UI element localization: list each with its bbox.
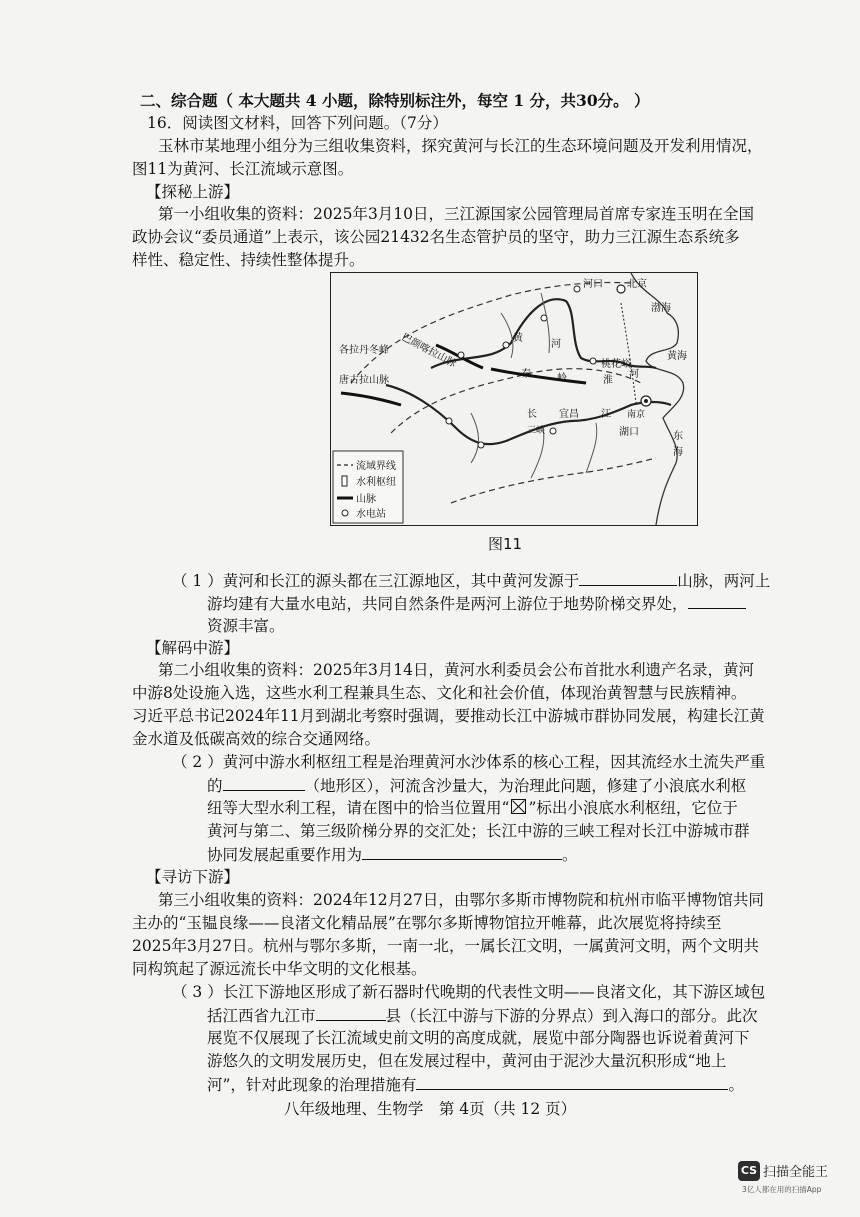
scanner-watermark [738, 1160, 829, 1194]
q2-line3-b: ”标出小浪底水利枢纽，它位于 [528, 799, 738, 817]
q1-line-2 [207, 592, 746, 615]
power-station-icon [342, 510, 348, 516]
map-label-tanggula: 唐古拉山脉 [339, 375, 389, 386]
question-title: 16．阅读图文材料，回答下列问题。（7分） [147, 114, 448, 132]
q1-mid: 山脉，两河上 [677, 572, 771, 590]
q1-line2-text: 游均建有大量水电站，共同自然条件是两河上游位于地势阶梯交界处， [207, 595, 688, 613]
page-footer: 八年级地理、生物学 第 4页（共 12 页） [283, 1100, 577, 1118]
map-label-geladandong: 各拉丹冬峰 [339, 345, 389, 356]
q2-blank-1[interactable] [223, 774, 305, 791]
downstream-material-1: 第三小组收集的资料：2024年12月27日，由鄂尔多斯市博物院和杭州市临平博物馆共同 [158, 891, 764, 909]
dam-mark-icon [511, 799, 526, 814]
map-label-hukou: 湖口 [619, 427, 639, 438]
river-basin-map [330, 272, 698, 526]
map-label-hekou: 河口 [583, 279, 603, 290]
q3-line2-b: 县（长江中游与下游的分界点）到入海口的部分。此次 [385, 1007, 758, 1025]
q3-line-2 [207, 1004, 758, 1027]
map-label-chang: 长 [527, 409, 537, 420]
q3-blank-1[interactable] [316, 1004, 386, 1021]
q3-line5-b: 。 [728, 1076, 744, 1094]
q2-line5-a: 协同发展起重要作用为 [207, 846, 363, 864]
q2-line-5 [207, 843, 578, 866]
map-label-nanjing: 南京 [627, 410, 646, 420]
q2-line3-a: 纽等大型水利工程，请在图中的恰当位置用“ [207, 799, 510, 817]
map-label-he-short: 河 [629, 369, 639, 380]
intro-line-2: 图11为黄河、长江流域示意图。 [132, 160, 354, 178]
q2-line-2 [207, 774, 746, 797]
intro-line-1: 玉林市某地理小组分为三组收集资料，探究黄河与长江的生态环境问题及开发利用情况， [158, 137, 763, 155]
map-label-sanxia: 三峡 [527, 426, 546, 436]
map-graphic [331, 273, 697, 525]
legend-label-0: 流域界线 [356, 461, 396, 472]
map-label-taohuayu: 桃花峪 [601, 359, 631, 370]
legend-label-1: 水利枢纽 [356, 477, 396, 488]
scanner-name: 扫描全能王 [763, 1165, 829, 1180]
map-label-qin: 秦 [521, 369, 531, 380]
section-heading: 二、综合题（ 本大题共 4 小题，除特别标注外，每空 1 分，共30分。 ） [140, 91, 650, 110]
map-label-yellow-sea: 黄海 [667, 351, 687, 362]
midstream-material-2: 中游8处设施入选，这些水利工程兼具生态、文化和社会价值，体现治黄智慧与民族精神。 [132, 684, 747, 702]
q1-blank-1[interactable] [579, 569, 677, 586]
map-label-donghai-1: 东 [673, 431, 683, 442]
q1-line-1 [172, 569, 770, 592]
map-label-ling: 岭 [557, 373, 567, 384]
midstream-material-1: 第二小组收集的资料：2025年3月14日，黄河水利委员会公布首批水利遗产名录，黄河 [158, 661, 755, 679]
map-label-bayan-har: 巴颜喀拉山脉 [399, 331, 458, 370]
q3-line-4: 游悠久的文明发展历史，但在发展过程中，黄河由于泥沙大量沉积形成“地上 [207, 1052, 727, 1070]
upstream-heading: 【探秘上游】 [146, 183, 240, 201]
q2-line-1: （ 2 ）黄河中游水利枢纽工程是治理黄河水沙体系的核心工程，因其流经水土流失严重 [172, 753, 766, 771]
midstream-material-4: 金水道及低碳高效的综合交通网络。 [132, 730, 381, 748]
legend-label-2: 山脉 [356, 494, 376, 505]
q1-prefix: （ 1 ）黄河和长江的源头都在三江源地区，其中黄河发源于 [172, 572, 580, 590]
q3-line-5 [207, 1073, 744, 1096]
map-label-bohai: 渤海 [651, 303, 671, 314]
downstream-material-3: 2025年3月27日。杭州与鄂尔多斯，一南一北，一属长江文明，一属黄河文明，两个文明共 [132, 937, 760, 955]
q1-blank-2[interactable] [688, 592, 746, 609]
q2-line2-a: 的 [207, 777, 223, 795]
q3-line-3: 展览不仅展现了长江流域史前文明的高度成就，展览中部分陶器也诉说着黄河下 [207, 1029, 750, 1047]
map-label-huang: 黄 [513, 333, 523, 344]
cs-logo-icon: CS [738, 1161, 760, 1181]
map-caption: 图11 [488, 535, 523, 553]
map-label-donghai-2: 海 [673, 447, 683, 458]
q2-blank-2[interactable] [362, 843, 562, 860]
map-label-jiang: 江 [601, 409, 611, 420]
upstream-material-2: 政协会议“委员通道”上表示，该公园21432名生态管护员的坚守，助力三江源生态系统多 [132, 228, 740, 246]
q3-line5-a: 河”，针对此现象的治理措施有 [207, 1076, 417, 1094]
q3-blank-2[interactable] [416, 1073, 728, 1090]
upstream-material-1: 第一小组收集的资料：2025年3月10日，三江源国家公园管理局首席专家连玉明在全国 [158, 205, 755, 223]
map-legend [333, 451, 403, 523]
map-label-huai: 淮 [603, 375, 613, 386]
upstream-material-3: 样性、稳定性、持续性整体提升。 [132, 251, 365, 269]
q3-line-1: （ 3 ）长江下游地区形成了新石器时代晚期的代表性文明——良渚文化，其下游区域包 [172, 983, 766, 1001]
map-label-yichang: 宜昌 [559, 409, 579, 420]
legend-label-3: 水电站 [356, 509, 386, 520]
midstream-heading: 【解码中游】 [146, 639, 240, 657]
scanner-slogan: 3亿人都在用的扫描App [742, 1185, 822, 1194]
q2-line5-b: 。 [562, 846, 578, 864]
q1-line-3: 资源丰富。 [207, 617, 285, 635]
dam-icon [342, 476, 347, 486]
downstream-heading: 【寻访下游】 [146, 868, 240, 886]
midstream-material-3: 习近平总书记2024年11月到湖北考察时强调，要推动长江中游城市群协同发展，构建长江黄 [132, 707, 765, 725]
map-label-he: 河 [551, 339, 561, 350]
map-label-beijing: 北京 [627, 279, 647, 290]
downstream-material-4: 同构筑起了源远流长中华文明的文化根基。 [132, 960, 427, 978]
downstream-material-2: 主办的“玉韫良缘——良渚文化精品展”在鄂尔多斯博物馆拉开帷幕，此次展览将持续至 [132, 914, 722, 932]
q3-line2-a: 括江西省九江市 [207, 1007, 316, 1025]
q2-line2-b: （地形区），河流含沙量大，为治理此问题，修建了小浪底水利枢 [304, 777, 747, 795]
q2-line-3 [207, 797, 738, 819]
q2-line-4: 黄河与第二、第三级阶梯分界的交汇处；长江中游的三峡工程对长江中游城市群 [207, 822, 750, 840]
